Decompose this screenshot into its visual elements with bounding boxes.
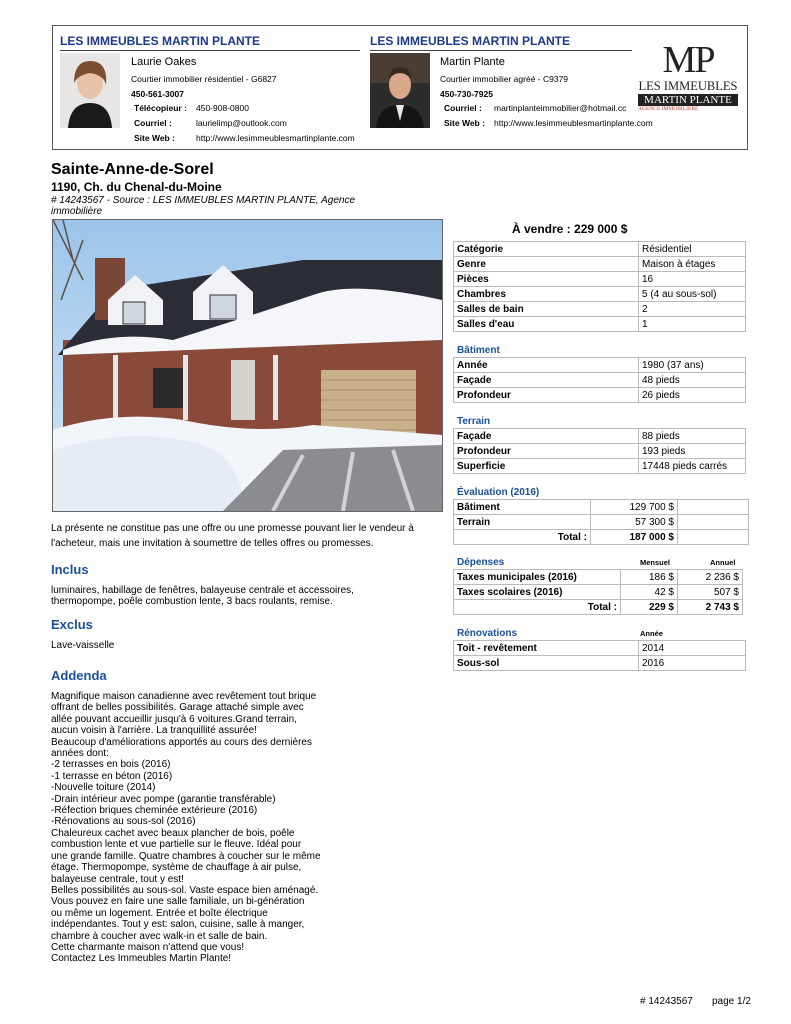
- table-row: [454, 459, 746, 474]
- terrain-table: [453, 428, 746, 474]
- table-row: [454, 272, 746, 287]
- dep-monthly: 186 $: [621, 570, 678, 585]
- addenda-line: ou même un logement. Entrée et boîte électrique: [51, 907, 268, 919]
- row-value: 48 pieds: [639, 373, 746, 388]
- eval-total: 187 000 $: [591, 530, 678, 545]
- depenses-col2: Annuel: [710, 558, 736, 567]
- renovations-table: [453, 640, 746, 671]
- depenses-col1: Mensuel: [640, 558, 671, 567]
- addenda-line: -1 terrasse en béton (2016): [51, 770, 173, 782]
- eval-value: 57 300 $: [591, 515, 678, 530]
- addenda-line: chambre à coucher avec walk-in et salle de bain.: [51, 930, 268, 942]
- house-photo: [52, 219, 443, 512]
- logo-initials: MP: [662, 39, 714, 81]
- table-row: [454, 429, 746, 444]
- addenda-line: Vous pouvez en faire une salle familiale, un bi-génération: [51, 896, 305, 908]
- divider: [370, 50, 632, 51]
- row-label: Superficie: [454, 459, 639, 474]
- row-label: Façade: [454, 373, 639, 388]
- row-label: Catégorie: [454, 242, 639, 257]
- table-row: [454, 641, 746, 656]
- exclus-title: Exclus: [51, 617, 93, 632]
- row-label: Profondeur: [454, 388, 639, 403]
- renovations-title: Rénovations: [457, 628, 518, 639]
- addenda-line: indépendantes. Tout y est: salon, cuisine, salle à manger,: [51, 919, 305, 931]
- addenda-line: -Réfection briques cheminée extérieure (2016): [51, 805, 258, 817]
- addenda-line: étage. Thermopompe, système de chauffage à air pulse,: [51, 862, 302, 874]
- row-value: 2014: [639, 641, 746, 656]
- agent1-name: Laurie Oakes: [131, 56, 197, 68]
- addenda-title: Addenda: [51, 668, 107, 683]
- table-row: [454, 388, 746, 403]
- dep-label: Taxes scolaires (2016): [454, 585, 621, 600]
- row-value: 1980 (37 ans): [639, 358, 746, 373]
- table-row: [454, 570, 743, 585]
- evaluation-table: [453, 499, 749, 545]
- row-label: Année: [454, 358, 639, 373]
- addenda-line: années dont:: [51, 748, 109, 760]
- renovations-col: Année: [640, 629, 663, 638]
- row-value: 193 pieds: [639, 444, 746, 459]
- row-label: Chambres: [454, 287, 639, 302]
- eval-value: 129 700 $: [591, 500, 678, 515]
- row-label: Toit - revêtement: [454, 641, 639, 656]
- agent2-web-label: Site Web :: [444, 118, 485, 128]
- dep-total-annual: 2 743 $: [678, 600, 743, 615]
- table-row: [454, 317, 746, 332]
- listing-address: 1190, Ch. du Chenal-du-Moine: [51, 180, 222, 194]
- table-row: [454, 373, 746, 388]
- agent1-photo: [60, 53, 120, 128]
- addenda-line: combustion lente et vue partielle sur le fleuve. Idéal pour: [51, 839, 302, 851]
- agent1-phone: 450-561-3007: [131, 89, 184, 99]
- agent2-name: Martin Plante: [440, 56, 505, 68]
- agent1-fax: 450-908-0800: [196, 103, 249, 113]
- eval-empty: [678, 530, 749, 545]
- logo-line3: AGENCE IMMOBILIÈRE: [638, 106, 699, 112]
- addenda-line: Beaucoup d'améliorations apportés au cours des dernières: [51, 736, 312, 748]
- row-value: Résidentiel: [639, 242, 746, 257]
- table-row: [454, 358, 746, 373]
- table-row: [454, 600, 743, 615]
- addenda-line: -Nouvelle toiture (2014): [51, 782, 156, 794]
- addenda-text: [51, 691, 381, 965]
- listing-price: À vendre : 229 000 $: [512, 222, 628, 236]
- row-value: 26 pieds: [639, 388, 746, 403]
- agent2-email[interactable]: martinplanteimmobilier@hotmail.cc: [494, 103, 627, 113]
- dep-total-monthly: 229 $: [621, 600, 678, 615]
- row-value: 17448 pieds carrés: [639, 459, 746, 474]
- agent1-title: Courtier immobilier résidentiel - G6827: [131, 74, 277, 84]
- agent2-web[interactable]: http://www.lesimmeublesmartinplante.com: [494, 118, 653, 128]
- evaluation-title: Évaluation (2016): [457, 487, 540, 498]
- dep-annual: 507 $: [678, 585, 743, 600]
- agent2-agency: LES IMMEUBLES MARTIN PLANTE: [370, 34, 570, 48]
- agent2-email-label: Courriel :: [444, 103, 482, 113]
- agent1-fax-label: Télécopieur :: [134, 103, 187, 113]
- row-value: 2016: [639, 656, 746, 671]
- agency-logo: [636, 40, 740, 112]
- addenda-line: -Drain intérieur avec pompe (garantie transférable): [51, 793, 276, 805]
- footer-ref: # 14243567: [640, 996, 693, 1007]
- row-value: 88 pieds: [639, 429, 746, 444]
- addenda-line: balayeuse centrale, tout y est!: [51, 873, 184, 885]
- agent1-web-label: Site Web :: [134, 133, 175, 143]
- agent2-title: Courtier immobilier agréé - C9379: [440, 74, 569, 84]
- logo-line1: LES IMMEUBLES: [638, 79, 738, 93]
- listing-source: # 14243567 - Source : LES IMMEUBLES MARTIN PLANTE, Agence immobilière: [51, 195, 356, 217]
- disclaimer: La présente ne constitue pas une offre ou une promesse pouvant lier le vendeur à l'acheteur, mais une invitation à soumettre de telles offres ou promesses.: [51, 523, 414, 549]
- agent1-email-label: Courriel :: [134, 118, 172, 128]
- row-label: Façade: [454, 429, 639, 444]
- inclus-text: luminaires, habillage de fenêtres, balayeuse centrale et accessoires, thermopompe, poêle combustion lente, 3 bacs roulants, remise.: [51, 585, 354, 608]
- dep-annual: 2 236 $: [678, 570, 743, 585]
- addenda-line: Cette charmante maison n'attend que vous!: [51, 941, 245, 953]
- addenda-line: une grande famille. Quatre chambres à coucher sur le même: [51, 850, 321, 862]
- table-row: [454, 242, 746, 257]
- addenda-line: Chaleureux cachet avec beaux plancher de bois, poêle: [51, 827, 295, 839]
- addenda-line: -Rénovations au sous-sol (2016): [51, 816, 196, 828]
- table-row: [454, 585, 743, 600]
- row-value: 5 (4 au sous-sol): [639, 287, 746, 302]
- dep-total-label: Total :: [454, 600, 621, 615]
- logo-line2: MARTIN PLANTE: [638, 94, 738, 106]
- eval-total-label: Total :: [454, 530, 591, 545]
- table-row: [454, 302, 746, 317]
- row-label: Salles d'eau: [454, 317, 639, 332]
- eval-label: Bâtiment: [454, 500, 591, 515]
- row-label: Genre: [454, 257, 639, 272]
- listing-city: Sainte-Anne-de-Sorel: [51, 161, 214, 178]
- batiment-title: Bâtiment: [457, 345, 500, 356]
- general-table: [453, 241, 746, 332]
- agent1-web[interactable]: http://www.lesimmeublesmartinplante.com: [196, 133, 355, 143]
- table-row: [454, 500, 749, 515]
- inclus-title: Inclus: [51, 562, 89, 577]
- terrain-title: Terrain: [457, 416, 491, 427]
- row-label: Salles de bain: [454, 302, 639, 317]
- agent2-photo: [370, 53, 430, 128]
- addenda-line: Contactez Les Immeubles Martin Plante!: [51, 953, 232, 965]
- table-row: [454, 515, 749, 530]
- eval-empty: [678, 500, 749, 515]
- footer-page: page 1/2: [712, 996, 751, 1007]
- addenda-line: allée pouvant accueillir jusqu'à 6 voitures.Grand terrain,: [51, 713, 297, 725]
- row-value: 1: [639, 317, 746, 332]
- addenda-line: Magnifique maison canadienne avec revêtement tout brique: [51, 691, 317, 702]
- table-row: [454, 257, 746, 272]
- agent1-email[interactable]: laurielimp@outlook.com: [196, 118, 287, 128]
- row-value: Maison à étages: [639, 257, 746, 272]
- addenda-line: Belles possibilités au sous-sol. Vaste espace bien aménagé.: [51, 884, 319, 896]
- batiment-table: [453, 357, 746, 403]
- divider: [60, 50, 360, 51]
- row-label: Sous-sol: [454, 656, 639, 671]
- row-label: Profondeur: [454, 444, 639, 459]
- addenda-line: offrant de belles possibilités. Garage attaché simple avec: [51, 702, 304, 714]
- exclus-text: Lave-vaisselle: [51, 640, 115, 651]
- agent1-agency: LES IMMEUBLES MARTIN PLANTE: [60, 34, 260, 48]
- eval-empty: [678, 515, 749, 530]
- table-row: [454, 444, 746, 459]
- agent2-phone: 450-730-7925: [440, 89, 493, 99]
- dep-label: Taxes municipales (2016): [454, 570, 621, 585]
- addenda-line: -2 terrasses en bois (2016): [51, 759, 171, 771]
- table-row: [454, 287, 746, 302]
- dep-monthly: 42 $: [621, 585, 678, 600]
- addenda-line: aucun voisin à l'arrière. La tranquillité assurée!: [51, 725, 257, 737]
- row-label: Pièces: [454, 272, 639, 287]
- depenses-title: Dépenses: [457, 557, 505, 568]
- table-row: [454, 530, 749, 545]
- row-value: 2: [639, 302, 746, 317]
- depenses-table: [453, 569, 743, 615]
- row-value: 16: [639, 272, 746, 287]
- eval-label: Terrain: [454, 515, 591, 530]
- table-row: [454, 656, 746, 671]
